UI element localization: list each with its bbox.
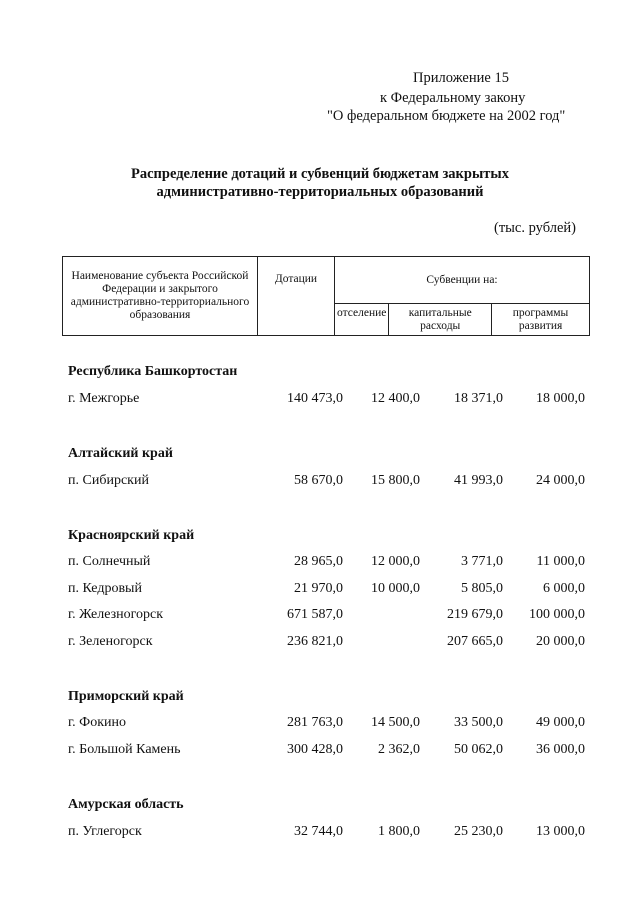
relocation-value: 2 362,0	[378, 742, 420, 757]
territory-name: п. Солнечный	[68, 554, 151, 569]
territory-name: г. Большой Камень	[68, 742, 181, 757]
table-row	[0, 473, 640, 491]
capital-value: 50 062,0	[454, 742, 503, 757]
subsidies-value: 21 970,0	[294, 581, 343, 596]
table-row	[0, 607, 640, 625]
document-title-line1: Распределение дотаций и субвенций бюджетам закрытых	[131, 166, 509, 182]
table-row	[0, 391, 640, 409]
table-row	[0, 742, 640, 760]
subsidies-value: 281 763,0	[287, 715, 343, 730]
region-heading	[0, 528, 640, 546]
region-heading	[0, 364, 640, 382]
programs-value: 20 000,0	[536, 634, 585, 649]
units-label: (тыс. рублей)	[494, 220, 576, 236]
relocation-value: 12 400,0	[371, 391, 420, 406]
subsidies-value: 671 587,0	[287, 607, 343, 622]
capital-value: 18 371,0	[454, 391, 503, 406]
territory-name: п. Сибирский	[68, 473, 149, 488]
table-row	[0, 554, 640, 572]
capital-value: 33 500,0	[454, 715, 503, 730]
programs-value: 6 000,0	[543, 581, 585, 596]
header-capital: капитальные расходы	[389, 304, 492, 336]
programs-value: 49 000,0	[536, 715, 585, 730]
subsidies-value: 58 670,0	[294, 473, 343, 488]
header-subventions: Субвенции на:	[335, 257, 590, 304]
territory-name: п. Кедровый	[68, 581, 142, 596]
territory-name: г. Фокино	[68, 715, 127, 730]
programs-value: 100 000,0	[529, 607, 585, 622]
relocation-value: 14 500,0	[371, 715, 420, 730]
relocation-value: 12 000,0	[371, 554, 420, 569]
header-name: Наименование субъекта Российской Федерации и закрытого административно-территориального образования	[63, 257, 258, 336]
programs-value: 18 000,0	[536, 391, 585, 406]
relocation-value: 10 000,0	[371, 581, 420, 596]
table-row	[0, 715, 640, 733]
header-subsidies: Дотации	[258, 257, 335, 336]
territory-name: п. Углегорск	[68, 824, 142, 839]
header-relocation: отселение	[335, 304, 389, 336]
region-heading	[0, 689, 640, 707]
capital-value: 207 665,0	[447, 634, 503, 649]
region-name: Красноярский край	[68, 528, 195, 543]
region-name: Приморский край	[68, 689, 184, 704]
capital-value: 219 679,0	[447, 607, 503, 622]
programs-value: 13 000,0	[536, 824, 585, 839]
table-row	[0, 824, 640, 842]
capital-value: 3 771,0	[461, 554, 503, 569]
table-row	[0, 634, 640, 652]
subsidies-value: 32 744,0	[294, 824, 343, 839]
subsidies-value: 28 965,0	[294, 554, 343, 569]
region-name: Алтайский край	[68, 446, 173, 461]
territory-name: г. Межгорье	[68, 391, 140, 406]
territory-name: г. Железногорск	[68, 607, 164, 622]
capital-value: 5 805,0	[461, 581, 503, 596]
header-programs: программы развития	[492, 304, 590, 336]
territory-name: г. Зеленогорск	[68, 634, 153, 649]
relocation-value: 1 800,0	[378, 824, 420, 839]
relocation-value: 15 800,0	[371, 473, 420, 488]
table-header	[62, 256, 590, 336]
table-row	[0, 581, 640, 599]
capital-value: 41 993,0	[454, 473, 503, 488]
appendix-law-title: "О федеральном бюджете на 2002 год"	[327, 108, 566, 124]
programs-value: 24 000,0	[536, 473, 585, 488]
subsidies-value: 236 821,0	[287, 634, 343, 649]
region-name: Амурская область	[68, 797, 184, 812]
capital-value: 25 230,0	[454, 824, 503, 839]
document-title-line2: административно-территориальных образований	[156, 184, 484, 200]
region-name: Республика Башкортостан	[68, 364, 238, 379]
region-heading	[0, 446, 640, 464]
subsidies-value: 300 428,0	[287, 742, 343, 757]
subsidies-value: 140 473,0	[287, 391, 343, 406]
region-heading	[0, 797, 640, 815]
programs-value: 36 000,0	[536, 742, 585, 757]
programs-value: 11 000,0	[536, 554, 585, 569]
appendix-number: Приложение 15	[413, 70, 509, 86]
appendix-law: к Федеральному закону	[380, 90, 526, 106]
